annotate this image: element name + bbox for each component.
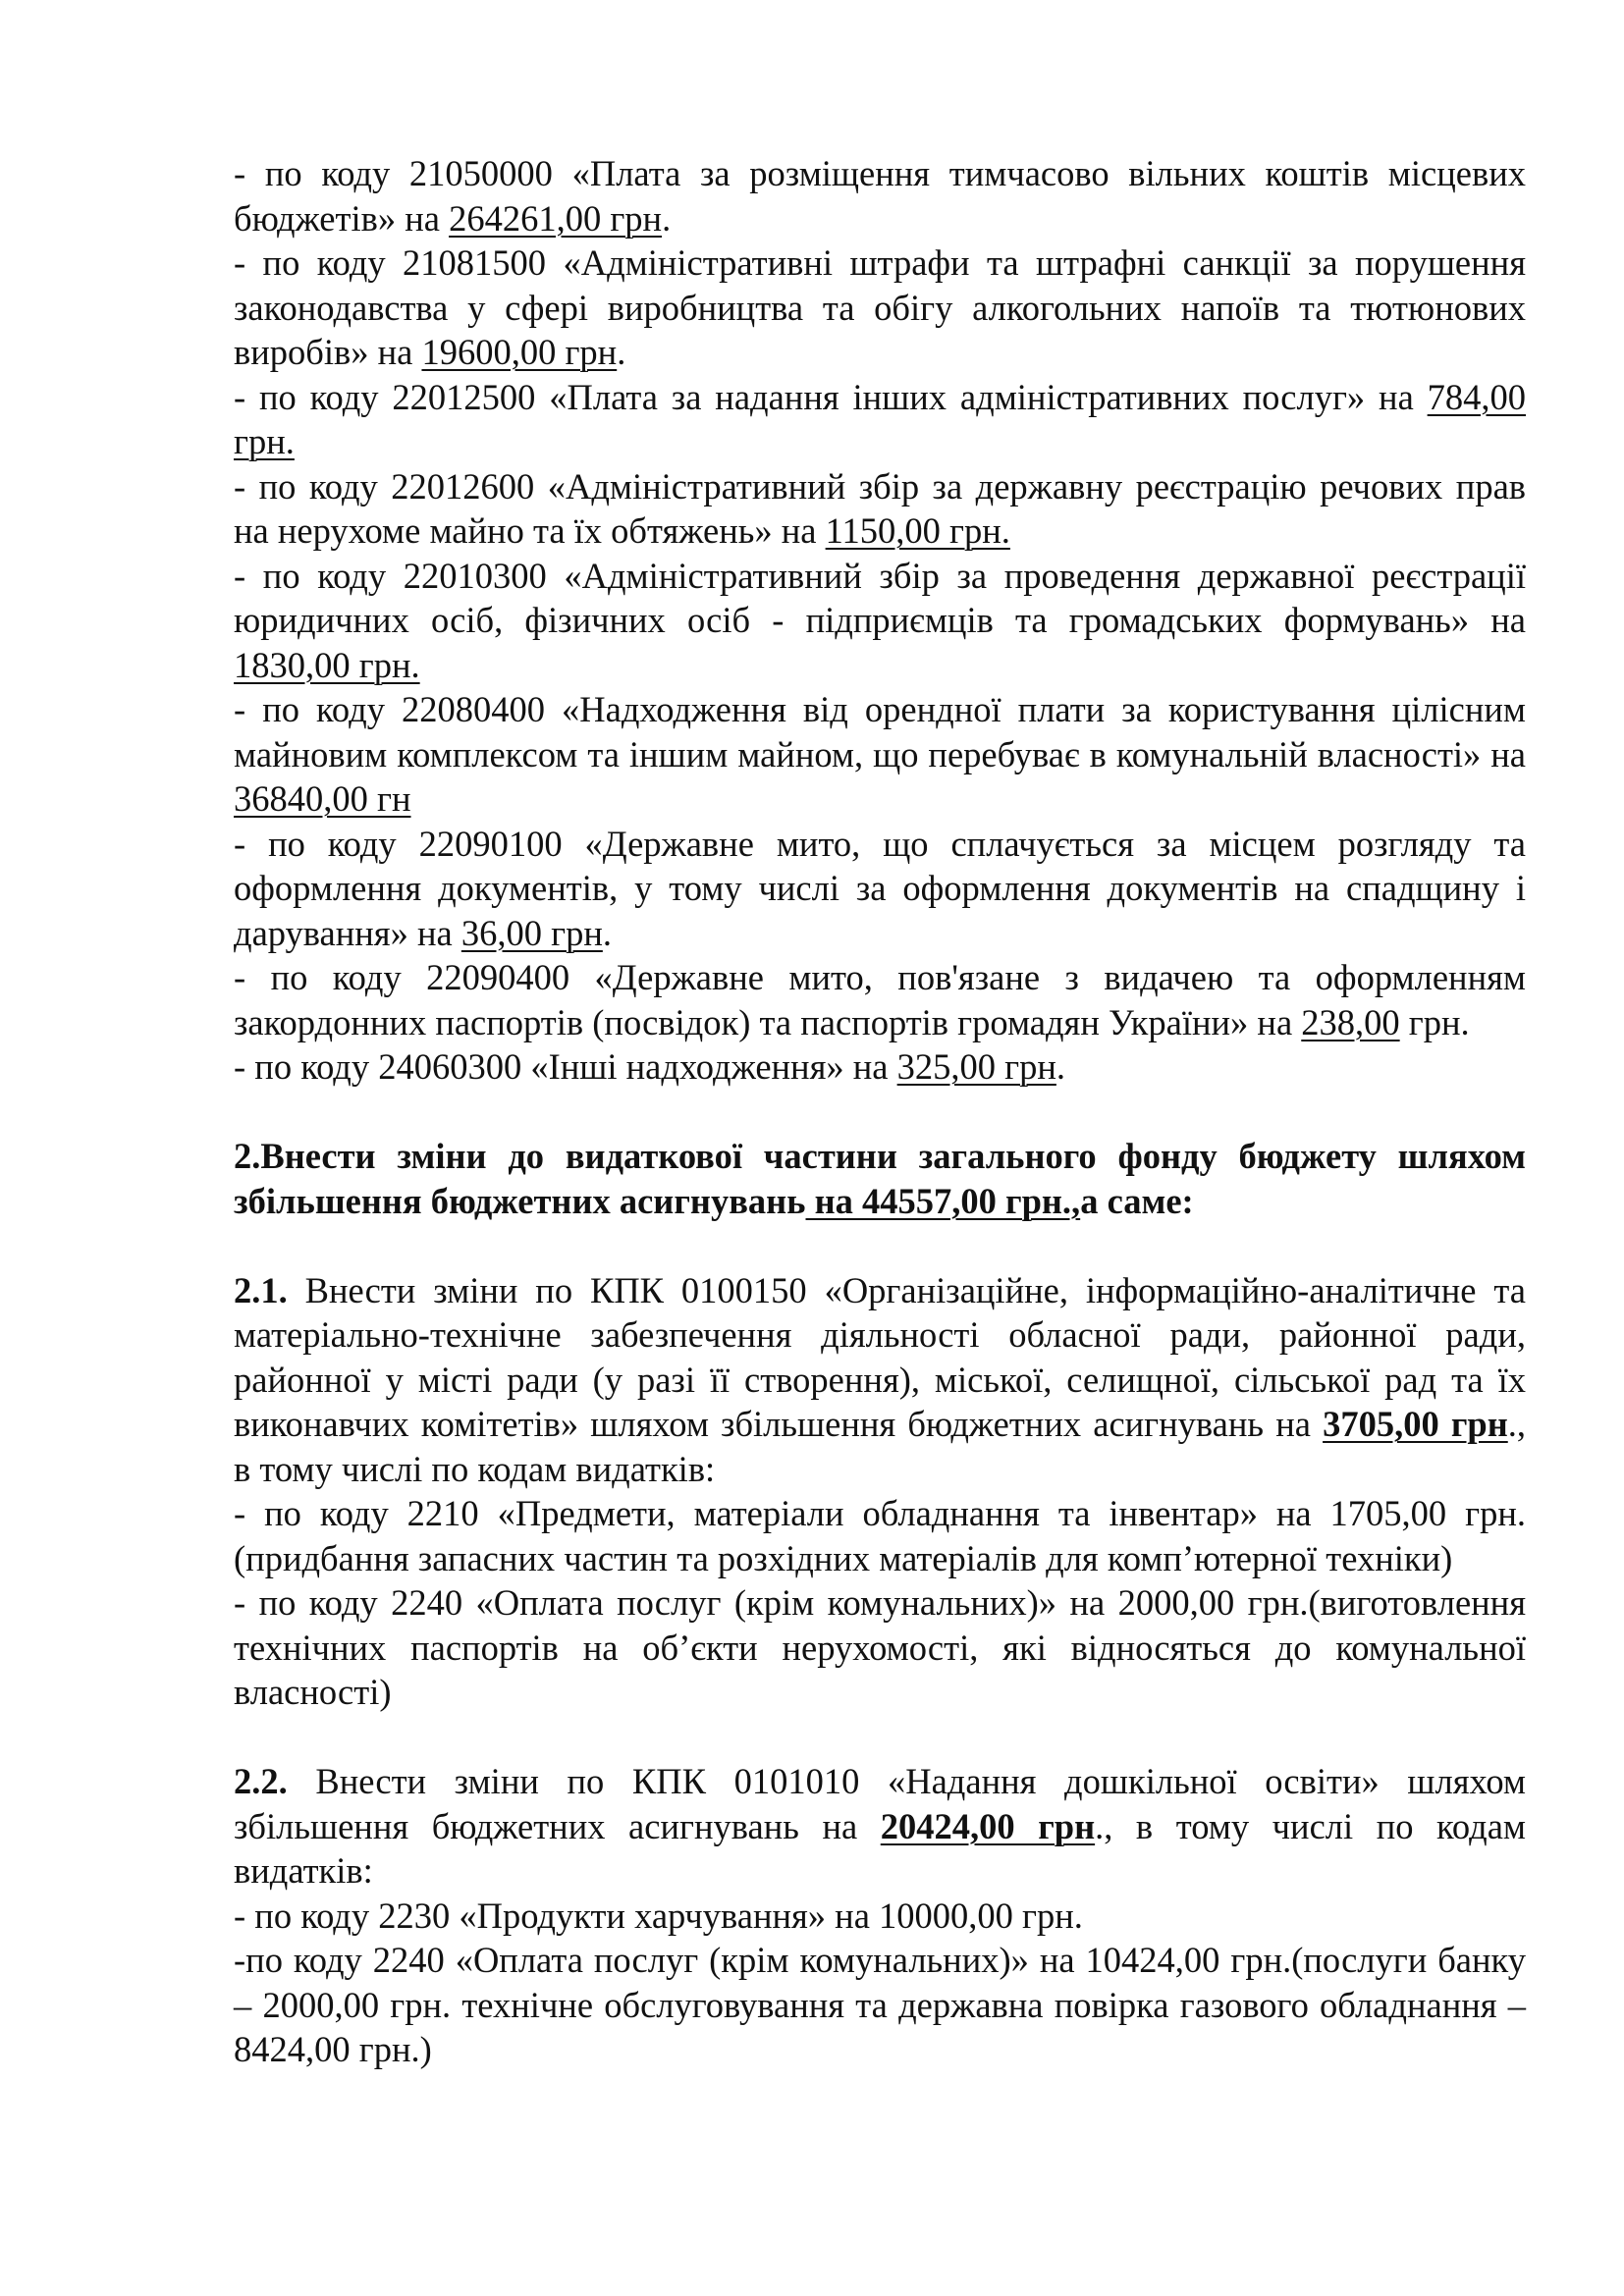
expense-item: -по коду 2240 «Оплата послуг (крім комунальних)» на 10424,00 грн.(послуги банку – 2000,00 грн. технічне обслуговування та державна повірка газового обладнання – 8424,00 грн.) <box>234 1940 1526 2069</box>
subsection-2-1-amount: 3705,00 грн <box>1323 1404 1508 1444</box>
income-amount-1: 264261,00 грн <box>449 197 663 239</box>
income-amount-6: 36840,00 гн <box>234 778 411 819</box>
income-item-3: - по коду 22012500 «Плата за надання інших адміністративних послуг» на 784,00 грн. <box>234 376 1526 461</box>
income-amount-9: 325,00 грн <box>896 1046 1056 1087</box>
paragraph-gap <box>234 1223 1526 1268</box>
income-item-4: - по коду 22012600 «Адміністративний збір за державну реєстрацію речових прав на нерухоме майно та їх обтяжень» на 1150,00 грн. <box>234 465 1526 551</box>
income-item-6: - по коду 22080400 «Надходження від орендної плати за користування цілісним майновим комплексом та іншим майном, що перебуває в комунальній власності» на 36840,00 гн <box>234 689 1526 819</box>
income-item-8: - по коду 22090400 «Державне мито, пов'язане з видачею та оформленням закордонних паспортів (посвідок) та паспортів громадян України» на 238,00 грн. <box>234 957 1526 1042</box>
income-item-2: - по коду 21081500 «Адміністративні штрафи та штрафні санкції за порушення законодавства у сфері виробництва та обігу алкогольних напоїв та тютюнових виробів» на 19600,00 грн. <box>234 242 1526 372</box>
income-item-7: - по коду 22090100 «Державне мито, що сплачується за місцем розгляду та оформлення документів, у тому числі за оформлення документів на спадщину і дарування» на 36,00 грн. <box>234 823 1526 953</box>
income-amount-7: 36,00 грн <box>460 912 603 953</box>
expense-item: - по коду 2240 «Оплата послуг (крім комунальних)» на 2000,00 грн.(виготовлення технічних паспортів на об’єкти нерухомості, які відносяться до комунальної власності) <box>234 1582 1526 1712</box>
subsection-2-1-number: 2.1. <box>234 1269 288 1310</box>
income-amount-4: 1150,00 грн. <box>825 510 1010 551</box>
income-item-5: - по коду 22010300 «Адміністративний збір за проведення державної реєстрації юридичних осіб, фізичних осіб - підприємців та громадських формувань» на 1830,00 грн. <box>234 555 1526 685</box>
section-2-amount: на 44557,00 грн., <box>805 1180 1081 1221</box>
paragraph-gap <box>234 1715 1526 1760</box>
paragraph-gap <box>234 1090 1526 1135</box>
income-amount-8: 238,00 <box>1301 1001 1400 1042</box>
income-item-9: - по коду 24060300 «Інші надходження» на 325,00 грн. <box>234 1046 1065 1087</box>
section-2-heading: 2.Внести зміни до видаткової частини загального фонду бюджету шляхом збільшення бюджетних асигнувань на 44557,00 грн.,а саме: <box>234 1136 1526 1221</box>
income-item-1: - по коду 21050000 «Плата за розміщення тимчасово вільних коштів місцевих бюджетів» на 264261,00 грн. <box>234 153 1526 239</box>
subsection-2-2-amount: 20424,00 грн <box>880 1805 1096 1846</box>
subsection-2-2-number: 2.2. <box>234 1761 288 1801</box>
expense-item: - по коду 2210 «Предмети, матеріали обладнання та інвентар» на 1705,00 грн.(придбання запасних частин та розхідних матеріалів для комп’ютерної техніки) <box>234 1493 1526 1578</box>
document-body <box>234 151 1526 2072</box>
income-amount-5: 1830,00 грн. <box>234 644 420 685</box>
expense-item: - по коду 2230 «Продукти харчування» на 10000,00 грн. <box>234 1895 1083 1936</box>
income-amount-2: 19600,00 грн <box>421 332 618 372</box>
subsection-2-1: 2.1. Внести зміни по КПК 0100150 «Організаційне, інформаційно-аналітичне та матеріально-технічне забезпечення діяльності обласної ради, районної ради, районної у місті ради (у разі її створення), міської, селищної, сільської рад та їх виконавчих комітетів» шляхом збільшення бюджетних асигнувань на 3705,00 грн., в тому числі по кодам видатків: <box>234 1269 1526 1489</box>
income-amount-3: 784,00 грн. <box>234 376 1526 461</box>
subsection-2-2: 2.2. Внести зміни по КПК 0101010 «Надання дошкільної освіти» шляхом збільшення бюджетних асигнувань на 20424,00 грн., в тому числі по кодам видатків: <box>234 1761 1526 1891</box>
